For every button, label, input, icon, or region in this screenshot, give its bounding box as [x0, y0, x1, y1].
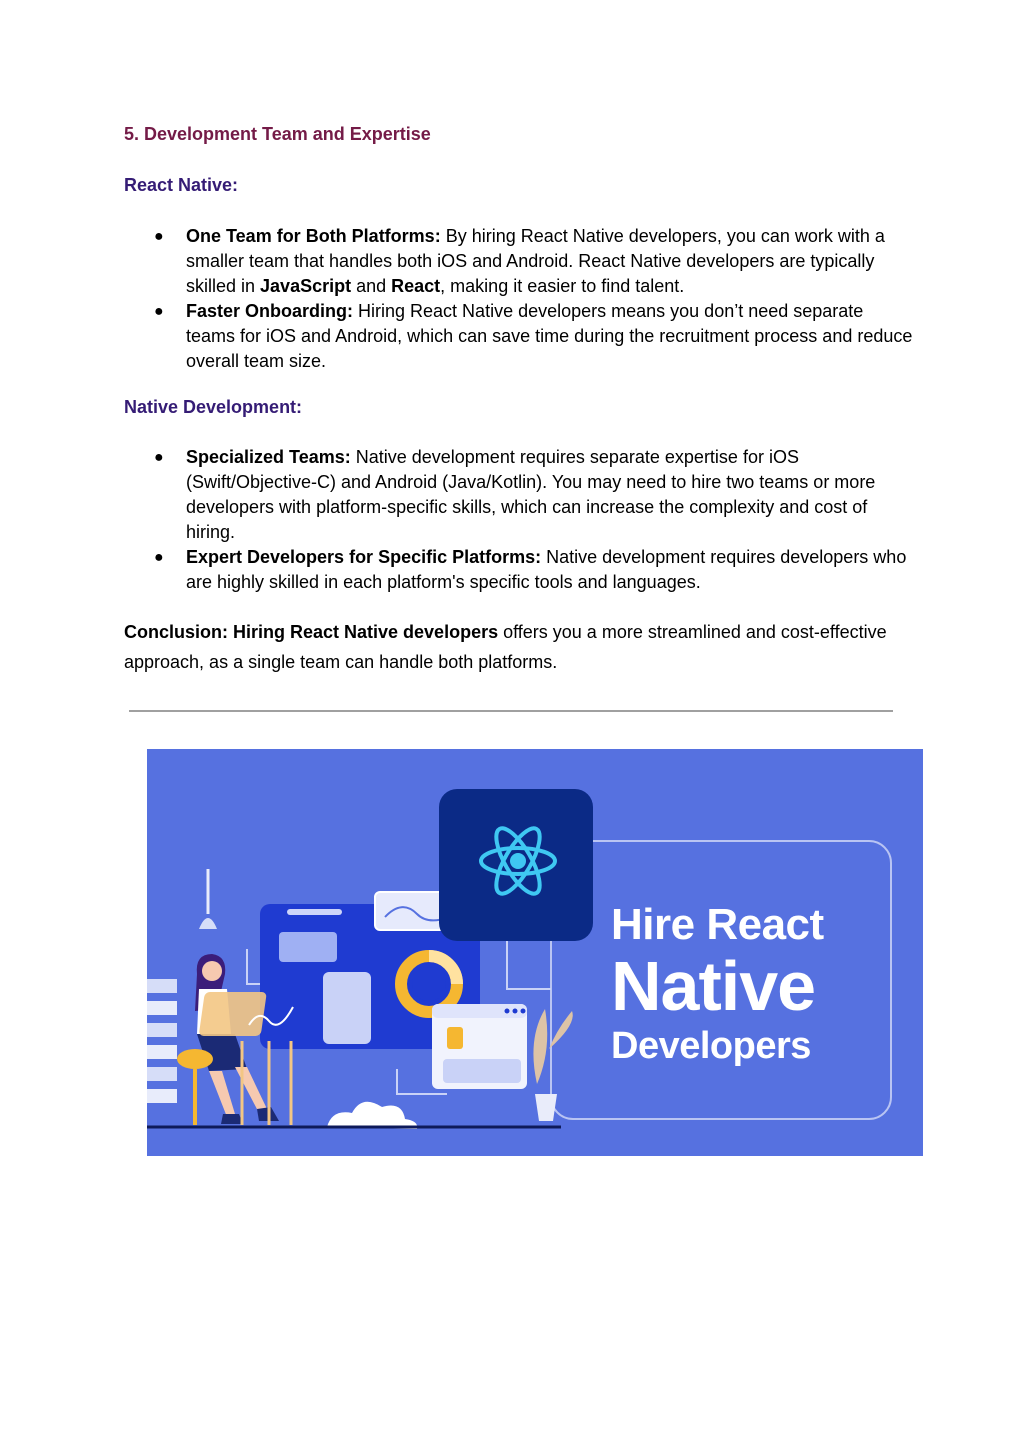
plant-leaf [533, 1009, 547, 1084]
conclusion [124, 617, 904, 677]
hire-react-native-banner [147, 749, 923, 1156]
conclusion-text: offers you a more streamlined and cost-effective approach, as a single team can handle both platforms. [124, 622, 887, 672]
list-item [154, 445, 916, 545]
section-title: 5. Development Team and Expertise [124, 124, 431, 144]
dashboard-card [279, 932, 337, 962]
shelf [147, 1089, 177, 1103]
horizontal-rule [129, 710, 893, 712]
donut-hole [412, 967, 446, 1001]
info-icon [447, 1027, 463, 1049]
connector-line [477, 934, 551, 989]
shelf [147, 1045, 177, 1059]
lamp-icon [199, 918, 217, 929]
bullet-icon: ● [154, 449, 164, 466]
item-bold: React [391, 276, 441, 296]
dashboard-bar [287, 909, 342, 915]
shelf [147, 1067, 177, 1081]
plant-leaf [549, 1011, 573, 1049]
list-item [154, 545, 916, 595]
bullet-icon: ● [154, 228, 164, 245]
list-item [154, 224, 916, 299]
bullet-icon: ● [154, 549, 164, 566]
item-label: Expert Developers for Specific Platforms: [186, 547, 542, 567]
item-text: , making it easier to find talent. [440, 276, 685, 296]
banner-headline [611, 899, 824, 1071]
bullet-icon: ● [154, 303, 164, 320]
item-bold: JavaScript [260, 276, 352, 296]
react-native-heading: React Native: [124, 175, 239, 195]
cloud-icon [327, 1102, 417, 1129]
item-label: One Team for Both Platforms: [186, 226, 441, 246]
react-native-list [154, 224, 916, 374]
item-label: Specialized Teams: [186, 447, 351, 467]
list-item [154, 299, 916, 374]
shelf [147, 1023, 177, 1037]
conclusion-label: Conclusion: Hiring React Native developers [124, 622, 499, 642]
banner-line-1: Hire React [611, 900, 824, 949]
banner-line-2: Native [611, 947, 816, 1025]
dashboard-card [323, 972, 371, 1044]
item-text: By hiring React Native developers, you can work with a smaller team that handles both iOS and Android. React Native developers are typically skilled in [186, 226, 885, 296]
banner-line-3: Developers [611, 1025, 811, 1067]
item-text: Native development requires separate expertise for iOS (Swift/Objective-C) and Android (Java/Kotlin). You may need to hire two teams or more developers with platform-specific skills, which can increase the complexity and cost of hiring. [186, 447, 876, 542]
item-text: Hiring React Native developers means you don’t need separate teams for iOS and Android, which can save time during the recruitment process and reduce overall team size. [186, 301, 913, 371]
native-heading: Native Development: [124, 397, 303, 417]
info-block [443, 1059, 521, 1083]
plant-pot [535, 1094, 557, 1121]
shelf [147, 979, 177, 993]
item-text: Native development requires developers who are highly skilled in each platform's specific tools and languages. [186, 547, 907, 592]
item-text: and [351, 276, 392, 296]
item-label: Faster Onboarding: [186, 301, 354, 321]
native-list [154, 445, 916, 595]
shelf [147, 1001, 177, 1015]
